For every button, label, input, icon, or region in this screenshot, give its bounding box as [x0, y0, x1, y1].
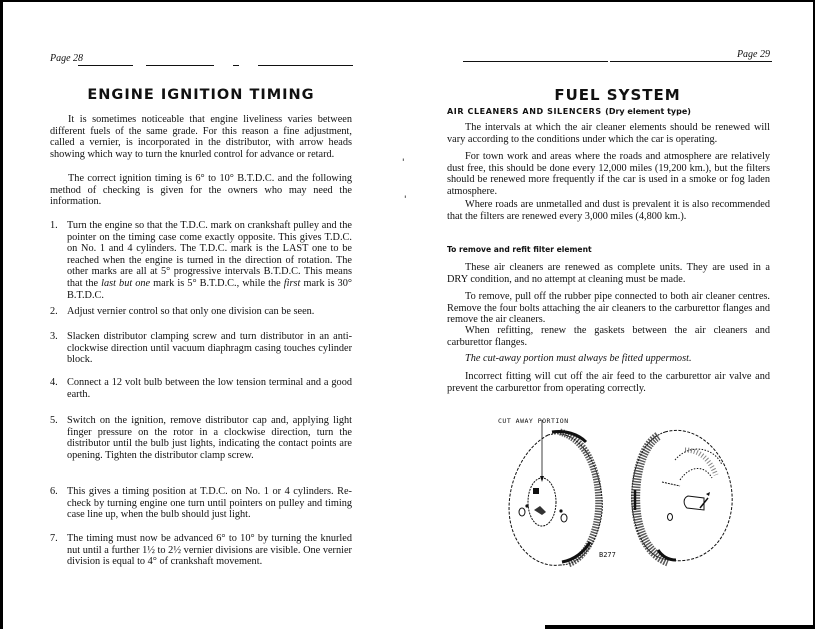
step-text: mark is 30° B.T.D.C. [67, 277, 352, 301]
step-item [50, 486, 352, 521]
step-item [50, 331, 352, 366]
air-cleaner-rear-view [632, 430, 732, 562]
step-item [50, 415, 352, 461]
page-number: Page 29 [736, 49, 770, 60]
section-heading-note: (Dry element type) [605, 107, 691, 116]
figure-callout-label: CUT AWAY PORTION [498, 417, 569, 425]
subheading: To remove and refit filter element [447, 245, 592, 254]
step-item [50, 533, 352, 568]
step-number: 5. [50, 415, 58, 426]
header-rule [258, 65, 353, 66]
step-emphasis: last but one [101, 277, 151, 289]
step-number: 1. [50, 220, 58, 231]
page-title: ENGINE IGNITION TIMING [87, 87, 315, 103]
intro-paragraph: It is sometimes noticeable that engine liveliness varies between different fuels of the same grade. For this reason a fine adjustment, called a vernier, is incorporated in the distributor, with arrow heads showing which way to turn the knurled control for advance or retard. [50, 114, 352, 160]
scan-frame-top [0, 0, 815, 2]
header-rule [463, 61, 608, 62]
body-paragraph: When refitting, renew the gaskets between the air cleaners and carburettor flanges. [447, 325, 770, 348]
step-text: The timing must now be advanced 6° to 10° by turning the knurled nut until a further 1½ to 2½ vernier divisions are visible. One vernier division is equal to 4° of crankshaft movement. [67, 533, 352, 568]
step-number: 3. [50, 331, 58, 342]
step-text: Slacken distributor clamping screw and turn distributor in an anti-clockwise direction until vacuum diaphragm casing touches cylinder block. [67, 331, 352, 366]
gutter-mark: ' [404, 195, 407, 205]
step-number: 6. [50, 486, 58, 497]
page-title: FUEL SYSTEM [554, 86, 681, 104]
body-paragraph: These air cleaners are renewed as complete units. They are used in a DRY condition, and no attempt at cleaning must be made. [447, 262, 770, 285]
step-number: 7. [50, 533, 58, 544]
body-paragraph: Where roads are unmetalled and dust is prevalent it is also recommended that the filters are renewed every 3,000 miles (4,800 km.). [447, 199, 770, 222]
step-text: Turn the engine so that the T.D.C. mark on crankshaft pulley and the pointer on the timing case come exactly opposite. This gives T.D.C. on No. 1 and 4 cylinders. The T.D.C. mark is the LAST one to be reached when the engine is turned in the direction of rotation. The other marks are all at 5° progressive intervals B.T.D.C. This means that the [67, 220, 352, 289]
header-rule [610, 61, 772, 62]
step-text: Adjust vernier control so that only one division can be seen. [67, 306, 315, 317]
step-item [50, 306, 352, 318]
italic-note: The cut-away portion must always be fitted uppermost. [465, 353, 692, 364]
step-item [50, 220, 352, 301]
section-heading-text: AIR CLEANERS AND SILENCERS [447, 107, 602, 116]
scan-frame-left [0, 0, 3, 629]
page-number: Page 28 [50, 53, 84, 64]
step-item [50, 377, 352, 400]
body-paragraph: The intervals at which the air cleaner elements should be renewed will vary according to the conditions under which the car is operating. [447, 122, 770, 145]
step-number: 4. [50, 377, 58, 388]
header-rule [146, 65, 214, 66]
step-text: This gives a timing position at T.D.C. on No. 1 or 4 cylinders. Re-check by turning engine one turn until pointers on pulley and timing case line up, when the bulb should just light. [67, 486, 352, 521]
header-rule [233, 65, 239, 66]
body-paragraph: To remove, pull off the rubber pipe connected to both air cleaner centres. Remove the four bolts attaching the air cleaners to the carburettor flanges and remove the air cleaners. [447, 291, 770, 326]
header-rule [78, 65, 133, 66]
body-paragraph: Incorrect fitting will cut off the air feed to the carburettor air valve and prevent the carburettor from operating correctly. [447, 371, 770, 394]
body-paragraph: For town work and areas where the roads and atmosphere are relatively dust free, this should be done every 12,000 miles (19,200 km.), but the filters should be renewed more frequently if the car is used in a smoke or fog laden atmosphere. [447, 151, 770, 197]
intro-paragraph: The correct ignition timing is 6° to 10° B.T.D.C. and the following method of checking is given for the owners who may need the information. [50, 173, 352, 208]
step-text: Connect a 12 volt bulb between the low tension terminal and a good earth. [67, 377, 352, 400]
step-text: Switch on the ignition, remove distributor cap and, applying light finger pressure on the rotor in a clockwise direction, turn the distributor until the bulb just lights, indicating the contact points are opening. Tighten the distributor clamp screw. [67, 415, 352, 461]
air-cleaner-illustration-icon [490, 420, 750, 570]
step-emphasis: first [283, 277, 301, 289]
air-cleaner-front-view [509, 420, 602, 565]
step-text: mark is 5° B.T.D.C., while the [150, 277, 284, 289]
gutter-mark: ' [402, 158, 405, 168]
scan-frame-bottom [545, 625, 815, 629]
step-number: 2. [50, 306, 58, 317]
section-heading [447, 107, 691, 116]
figure-number: B277 [599, 551, 616, 559]
